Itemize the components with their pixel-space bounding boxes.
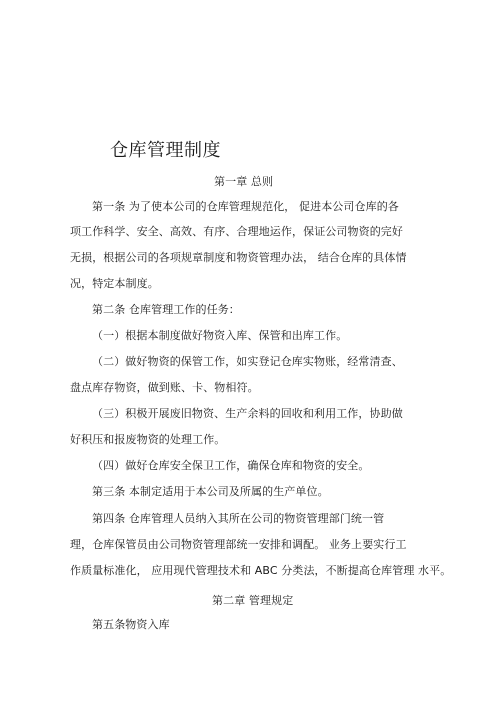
- section-heading: 第五条物资入库: [92, 618, 170, 631]
- chapter-heading-2: 第二章 管理规定: [212, 594, 294, 607]
- paragraph-line: 理，仓库保管员由公司物资管理部统一安排和调配。 业务上要实行工: [70, 538, 407, 551]
- paragraph-line: 第一条 为了使本公司的仓库管理规范化， 促进本公司仓库的各: [92, 200, 399, 213]
- paragraph-line: 况，特定本制度。: [70, 277, 159, 290]
- document-title: 仓库管理制度: [110, 140, 221, 161]
- paragraph-line: 第四条 仓库管理人员纳入其所在公司的物资管理部门统一管: [92, 512, 385, 525]
- paragraph-line: （四）做好仓库安全保卫工作，确保仓库和物资的安全。: [92, 459, 370, 472]
- chapter-heading-1: 第一章 总则: [214, 175, 274, 188]
- paragraph-line: 盘点库存物资，做到账、卡、物相符。: [70, 381, 259, 394]
- paragraph-line: （二）做好物资的保管工作，如实登记仓库实物账，经常清查、: [92, 355, 403, 368]
- paragraph-line: 无损，根据公司的各项规章制度和物资管理办法， 结合仓库的具体情: [70, 251, 407, 264]
- paragraph-line: （一）根据本制度做好物资入库、保管和出库工作。: [92, 329, 348, 342]
- paragraph-line: 第三条 本制定适用于本公司及所属的生产单位。: [92, 485, 329, 498]
- paragraph-line: 第二条 仓库管理工作的任务：: [92, 303, 240, 316]
- paragraph-line: 作质量标准化， 应用现代管理技术和 ABC 分类法，不断提高仓库管理 水平。: [70, 564, 452, 577]
- paragraph-line: 项工作科学、安全、高效、有序、合理地运作，保证公司物资的完好: [70, 225, 403, 238]
- paragraph-line: 好积压和报废物资的处理工作。: [70, 433, 226, 446]
- paragraph-line: （三）积极开展废旧物资、生产余料的回收和利用工作，协助做: [92, 407, 403, 420]
